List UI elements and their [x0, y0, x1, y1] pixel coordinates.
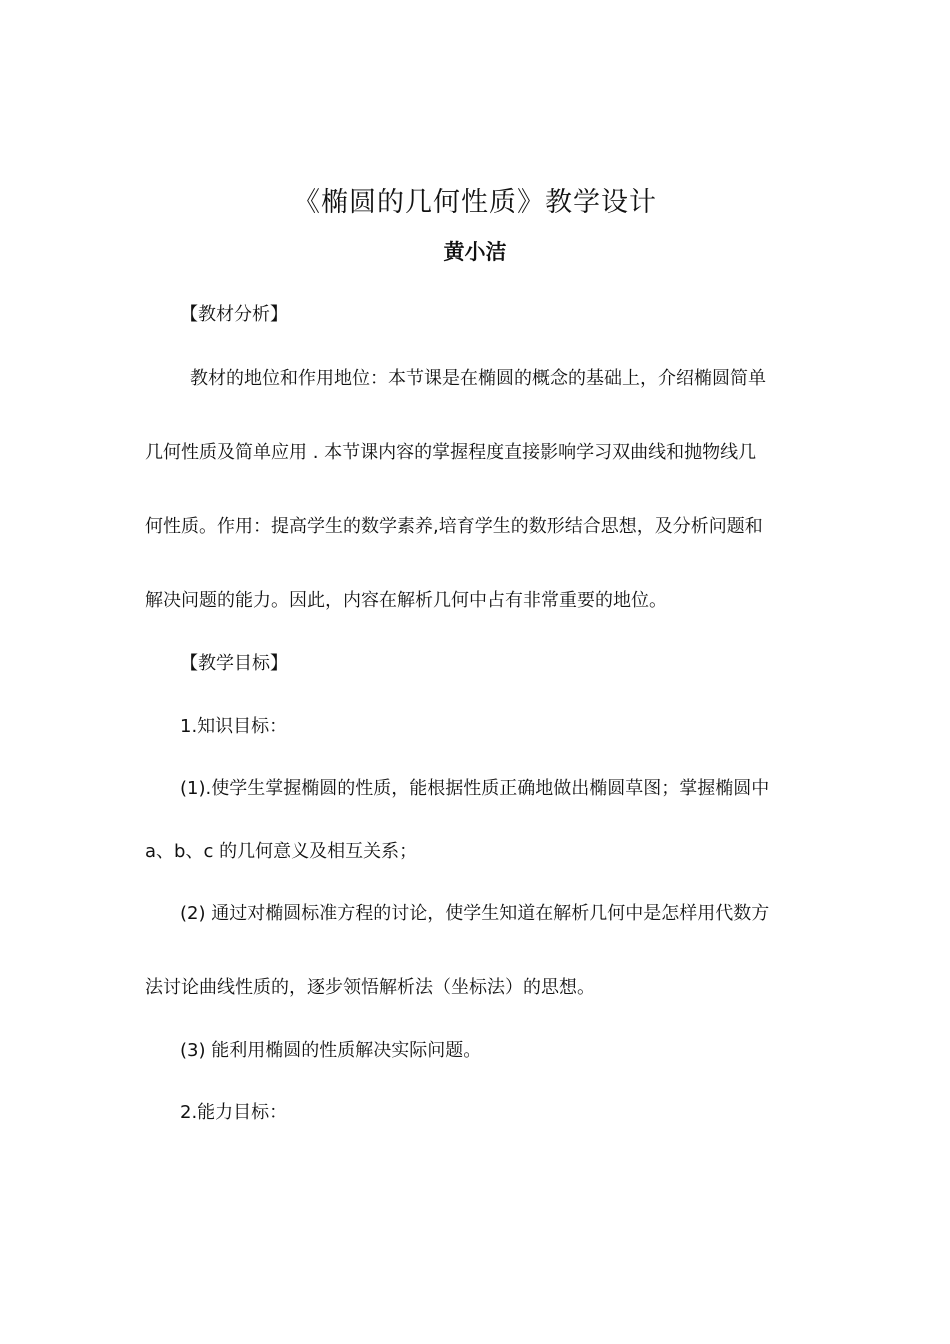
paragraph-line: 教材的地位和作用地位：本节课是在椭圆的概念的基础上，介绍椭圆简单: [190, 368, 766, 389]
paragraph-line: (3) 能利用椭圆的性质解决实际问题。: [180, 1040, 482, 1061]
document-author: 黄小洁: [443, 240, 507, 264]
paragraph-line: 法讨论曲线性质的，逐步领悟解析法（坐标法）的思想。: [145, 977, 595, 998]
document-title: 《椭圆的几何性质》教学设计: [293, 187, 657, 218]
paragraph-line: 何性质。作用：提高学生的数学素养,培育学生的数形结合思想，及分析问题和: [145, 516, 763, 537]
paragraph-line: (2) 通过对椭圆标准方程的讨论，使学生知道在解析几何中是怎样用代数方: [180, 903, 770, 924]
subheading-knowledge-goal: 1.知识目标：: [180, 716, 288, 737]
section-heading-teaching-goals: 【教学目标】: [180, 653, 288, 674]
subheading-ability-goal: 2.能力目标：: [180, 1102, 288, 1123]
paragraph-line: 几何性质及简单应用 . 本节课内容的掌握程度直接影响学习双曲线和抛物线几: [145, 442, 757, 463]
paragraph-line: 解决问题的能力。因此，内容在解析几何中占有非常重要的地位。: [145, 590, 667, 611]
paragraph-line: a、b、c 的几何意义及相互关系；: [145, 841, 418, 862]
section-heading-textbook-analysis: 【教材分析】: [180, 304, 288, 325]
paragraph-line: (1).使学生掌握椭圆的性质，能根据性质正确地做出椭圆草图；掌握椭圆中: [180, 778, 770, 799]
